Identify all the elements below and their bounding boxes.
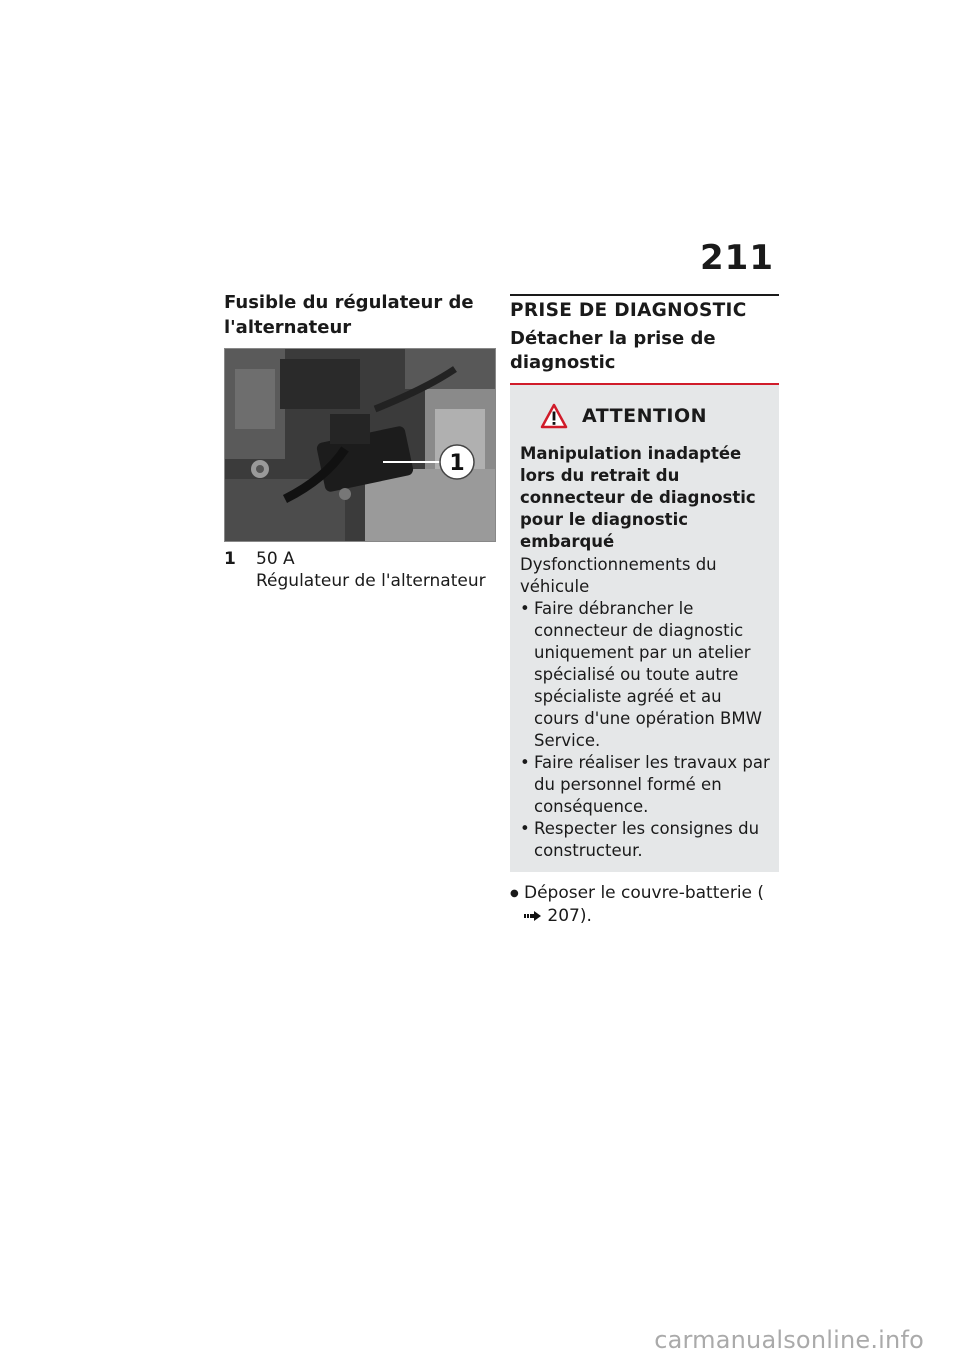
list-item: • Respecter les consignes du constructeur. [520, 818, 771, 862]
left-column [224, 290, 496, 592]
step-remove-battery-cover: ● Déposer le couvre-batterie ( 207). [510, 882, 779, 928]
section-title: PRISE DE DIAGNOSTIC [510, 300, 747, 321]
warning-triangle-icon [540, 403, 568, 429]
warning-subtitle: Manipulation inadaptée lors du retrait du connecteur de diagnostic pour le diagnostic embarqué [520, 444, 756, 551]
page-ref-arrow-icon [524, 911, 542, 921]
step-text: Déposer le couvre-batterie [524, 883, 752, 903]
legend-entry [224, 548, 496, 592]
warning-box [510, 383, 779, 872]
warning-list [520, 598, 771, 862]
page-number: 211 [700, 238, 774, 278]
warning-body: Dysfonctionnements du véhicule [520, 555, 717, 596]
page-ref[interactable]: 207 [547, 906, 580, 926]
engine-bay-photo [224, 348, 496, 542]
sub-heading: Détacher la prise de diagnostic [510, 328, 716, 373]
legend-description: Régulateur de l'alternateur [256, 571, 486, 591]
list-item: • Faire réaliser les travaux par du personnel formé en conséquence. [520, 752, 771, 818]
photo-callout: 1 [449, 451, 465, 476]
legend-number: 1 [224, 549, 236, 569]
warning-title: ATTENTION [582, 405, 708, 427]
fuse-heading: Fusible du régulateur de l'alternateur [224, 292, 474, 338]
watermark: carmanualsonline.info [654, 1326, 924, 1354]
right-column [510, 294, 779, 928]
section-rule [510, 294, 779, 296]
list-item: • Faire débrancher le connecteur de diagnostic uniquement par un atelier spécialisé ou toute autre spécialiste agréé et au cours d'une opération BMW Service. [520, 598, 771, 752]
legend-value: 50 A [256, 549, 295, 569]
